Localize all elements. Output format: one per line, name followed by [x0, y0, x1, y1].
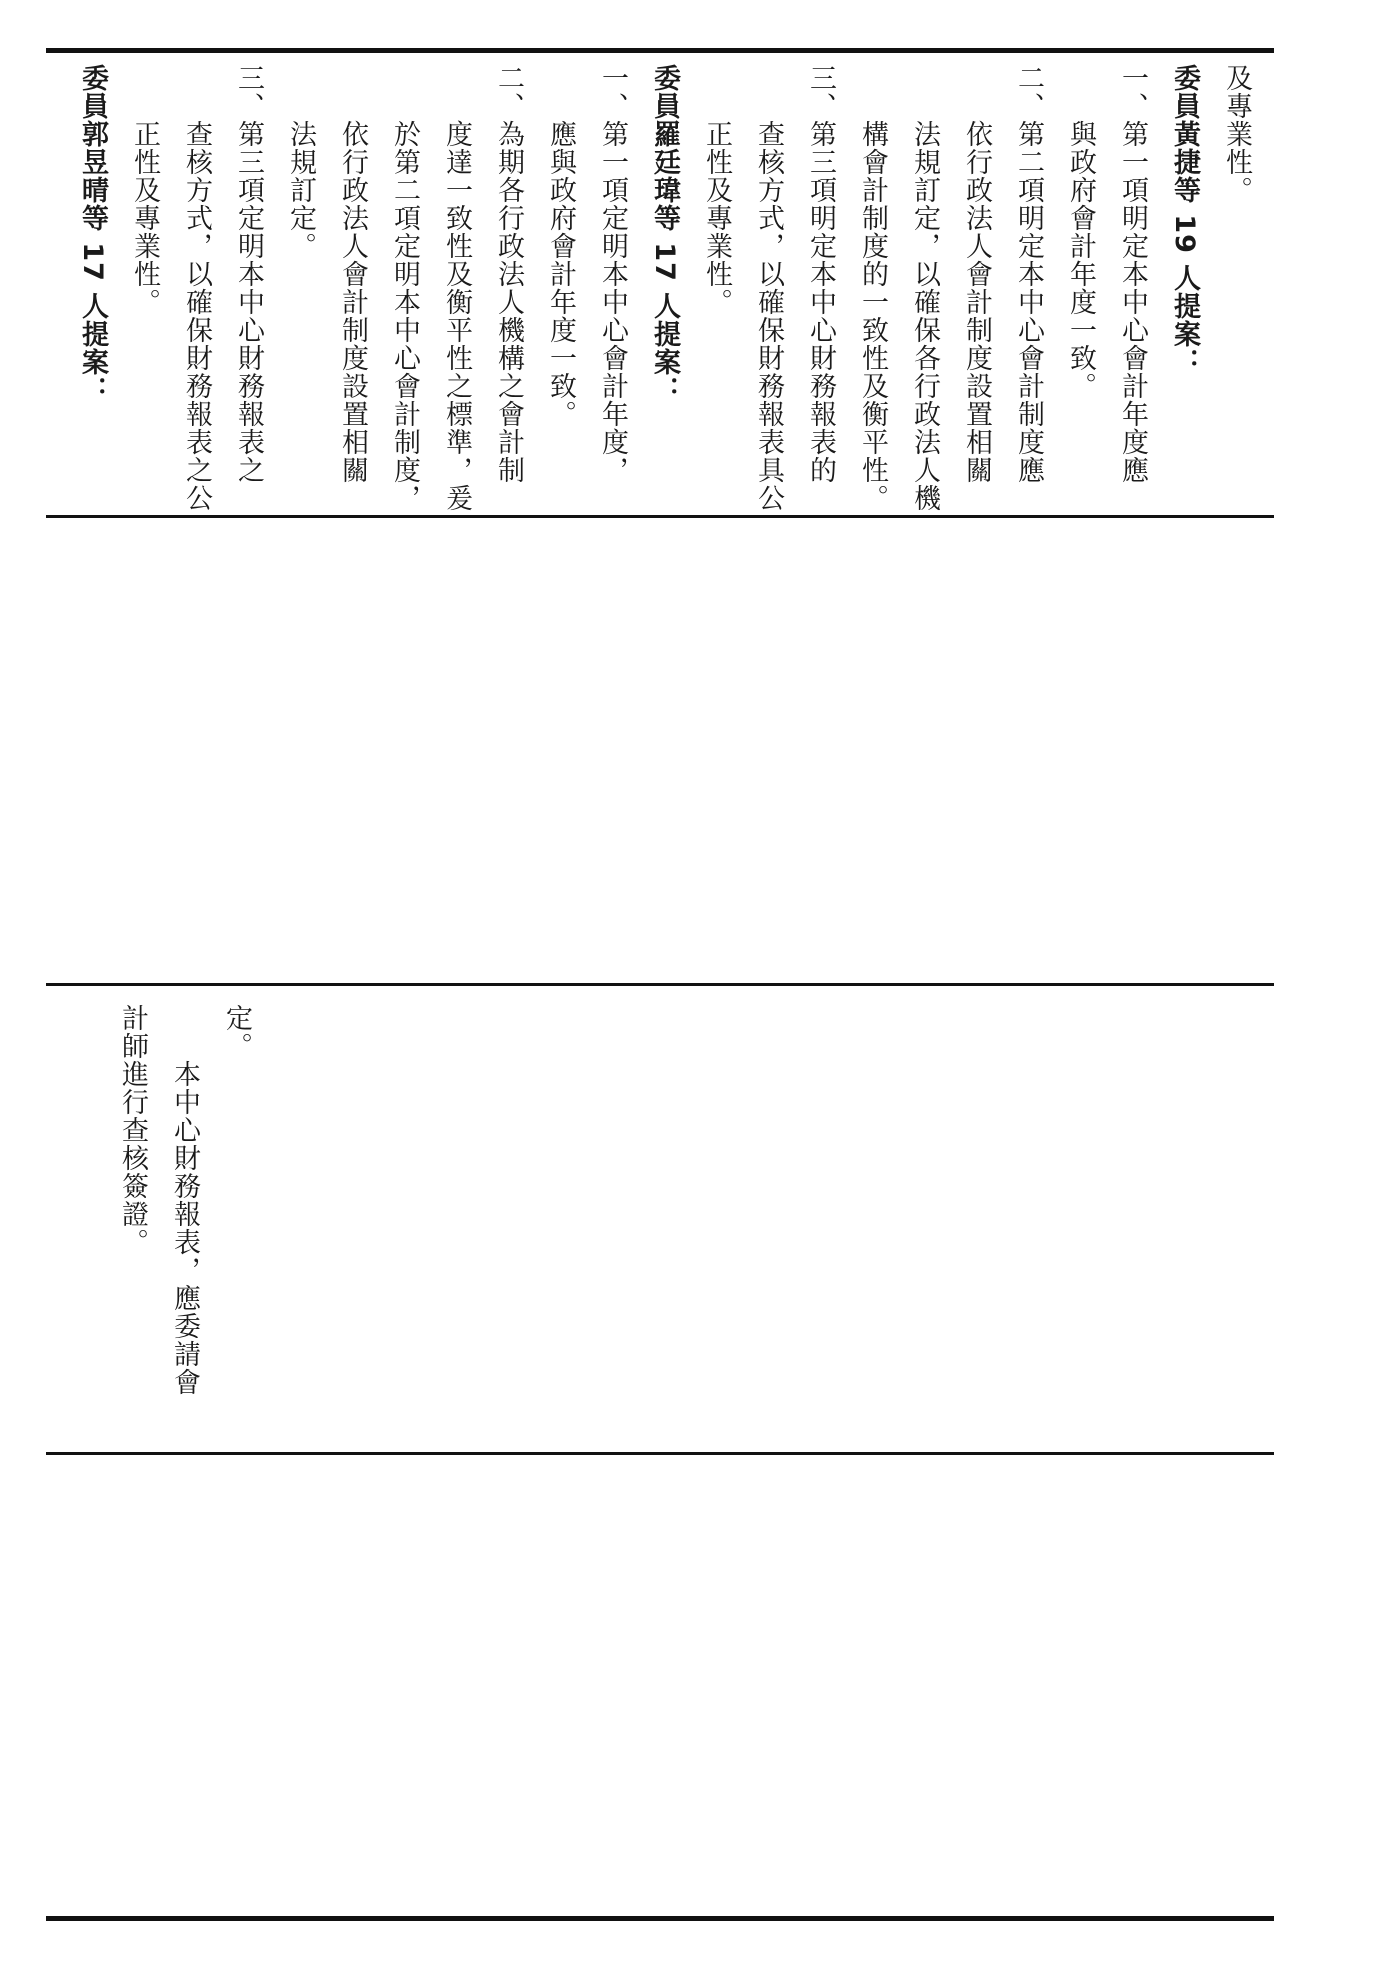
- section-divider-1: [46, 515, 1274, 518]
- proposal-heading: 委員黃捷等 19 人提案：: [1169, 64, 1200, 377]
- text-line: 構會計制度的一致性及衡平性。: [857, 64, 888, 512]
- bottom-rule: [46, 1916, 1274, 1921]
- text-line: 一、第一項定明本中心會計年度，: [597, 64, 628, 484]
- text-line: 一、第一項明定本中心會計年度應: [1117, 64, 1148, 484]
- section-divider-2: [46, 983, 1274, 986]
- explanation-column: [62, 64, 1262, 512]
- text-line: 正性及專業性。: [129, 64, 160, 316]
- text-line: 於第二項定明本中心會計制度，: [389, 64, 420, 512]
- text-line: 查核方式，以確保財務報表之公: [181, 64, 212, 512]
- text-line: 法規訂定，以確保各行政法人機: [909, 64, 940, 512]
- text-line: 應與政府會計年度一致。: [545, 64, 576, 428]
- text-line: 與政府會計年度一致。: [1065, 64, 1096, 400]
- text-line: 二、為期各行政法人機構之會計制: [493, 64, 524, 484]
- text-line: 定。: [221, 1004, 252, 1060]
- text-line: 三、第三項定明本中心財務報表之: [233, 64, 264, 484]
- text-line: 依行政法人會計制度設置相關: [961, 64, 992, 484]
- text-line: 法規訂定。: [285, 64, 316, 260]
- text-line: 查核方式，以確保財務報表具公: [753, 64, 784, 512]
- text-line: 三、第三項明定本中心財務報表的: [805, 64, 836, 484]
- provision-text-column: [62, 1004, 262, 1444]
- text-line: 度達一致性及衡平性之標準，爰: [441, 64, 472, 512]
- text-line: 二、第二項明定本中心會計制度應: [1013, 64, 1044, 484]
- text-line: 正性及專業性。: [701, 64, 732, 316]
- text-line: 本中心財務報表，應委請會: [169, 1004, 200, 1396]
- text-line: 計師進行查核簽證。: [117, 1004, 148, 1256]
- proposal-heading: 委員羅廷瑋等 17 人提案：: [649, 64, 680, 405]
- top-rule: [46, 48, 1274, 53]
- text-line: 依行政法人會計制度設置相關: [337, 64, 368, 484]
- proposal-heading: 委員郭昱晴等 17 人提案：: [77, 64, 108, 405]
- section-divider-3: [46, 1452, 1274, 1455]
- text-line: 及專業性。: [1221, 64, 1252, 204]
